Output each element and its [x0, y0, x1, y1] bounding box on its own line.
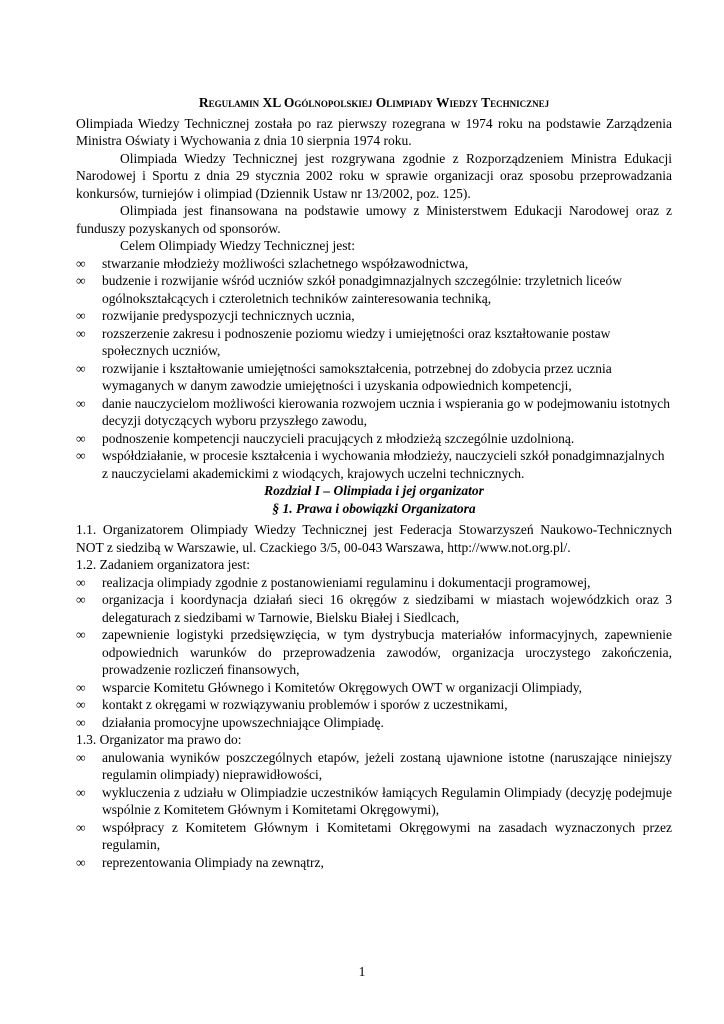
tasks-list — [76, 574, 672, 732]
list-item — [76, 430, 672, 448]
paragraph-1-1: 1.1. Organizatorem Olimpiady Wiedzy Technicznej jest Federacja Stowarzyszeń Naukowo-Technicznych NOT z siedzibą w Warszawie, ul. Czackiego 3/5, 00-043 Warszawa, http://www.not.org.pl/. — [76, 522, 672, 555]
list-item — [76, 854, 672, 872]
section-heading: § 1. Prawa i obowiązki Organizatora — [272, 500, 476, 516]
list-item-text: wykluczenia z udziału w Olimpiadzie uczestników łamiących Regulamin Olimpiady (decyzję podejmuje wspólnie z Komitetem Głównym i Komitetami Okręgowymi), — [102, 784, 672, 817]
list-item — [76, 679, 672, 697]
intro-paragraph-4: Celem Olimpiady Wiedzy Technicznej jest: — [120, 238, 355, 253]
list-item — [76, 395, 672, 430]
list-item-text: reprezentowania Olimpiady na zewnątrz, — [102, 854, 324, 870]
list-item — [76, 784, 672, 819]
list-item-text: współdziałanie, w procesie kształcenia i wychowania młodzieży, nauczycieli szkół ponadgimnazjalnych z nauczycielami akademickimi z wiodących, krajowych uczelni technicznych. — [102, 448, 665, 481]
list-item-text: rozwijanie predyspozycji technicznych ucznia, — [102, 308, 355, 323]
chapter-heading: Rozdział I – Olimpiada i jej organizator — [264, 483, 484, 498]
bullet-icon: ∞ — [76, 360, 86, 376]
list-item — [76, 591, 672, 626]
list-item — [76, 447, 672, 482]
list-item — [76, 714, 672, 732]
list-item-text: budzenie i rozwijanie wśród uczniów szkół ponadgimnazjalnych szczególnie: trzyletnich liceów ogólnokształcących i czteroletnich techników zainteresowania techniką, — [102, 273, 622, 306]
list-item-text: stwarzanie młodzieży możliwości szlachetnego współzawodnictwa, — [102, 255, 469, 271]
intro-paragraph-3: Olimpiada jest finansowana na podstawie umowy z Ministerstwem Edukacji Narodowej oraz z funduszy pozyskanych od sponsorów. — [76, 203, 672, 236]
bullet-icon: ∞ — [76, 273, 86, 288]
list-item — [76, 749, 672, 784]
list-item — [76, 272, 672, 307]
list-item — [76, 360, 672, 395]
list-item — [76, 696, 672, 714]
bullet-icon: ∞ — [76, 784, 86, 800]
list-item-text: realizacja olimpiady zgodnie z postanowieniami regulaminu i dokumentacji programowej, — [102, 574, 591, 590]
list-item-text: anulowania wyników poszczególnych etapów, jeżeli zostaną ujawnione istotne (naruszające niniejszy regulamin olimpiady) nieprawidłowości, — [102, 749, 672, 782]
bullet-icon: ∞ — [76, 448, 86, 463]
list-item-text: działania promocyjne upowszechniające Olimpiadę. — [102, 714, 384, 730]
bullet-icon: ∞ — [76, 854, 86, 870]
bullet-icon: ∞ — [76, 749, 86, 765]
bullet-icon: ∞ — [76, 255, 86, 271]
list-item — [76, 325, 672, 360]
list-item — [76, 819, 672, 854]
bullet-icon: ∞ — [76, 308, 86, 323]
list-item — [76, 574, 672, 592]
document-title: Regulamin XL Ogólnopolskiej Olimpiady Wiedzy Technicznej — [198, 95, 550, 110]
list-item-text: rozwijanie i kształtowanie umiejętności samokształcenia, potrzebnej do zdobycia przez ucznia wymaganych w danym zawodzie umiejętności i uzyskania odpowiednich kompetencji, — [102, 360, 612, 393]
intro-paragraph-1: Olimpiada Wiedzy Technicznej została po raz pierwszy rozegrana w 1974 roku na podstawie Zarządzenia Ministra Oświaty i Wychowania z dnia 10 sierpnia 1974 roku. — [76, 115, 672, 148]
list-item — [76, 255, 672, 273]
paragraph-1-2: 1.2. Zadaniem organizatora jest: — [76, 557, 251, 572]
list-item — [76, 626, 672, 679]
goals-list — [76, 255, 672, 483]
bullet-icon: ∞ — [76, 819, 86, 835]
list-item-text: kontakt z okręgami w rozwiązywaniu problemów i sporów z uczestnikami, — [102, 697, 508, 712]
paragraph-1-3: 1.3. Organizator ma prawo do: — [76, 732, 242, 747]
bullet-icon: ∞ — [76, 325, 86, 341]
list-item — [76, 307, 672, 325]
bullet-icon: ∞ — [76, 627, 86, 642]
rights-list — [76, 749, 672, 872]
bullet-icon: ∞ — [76, 430, 86, 446]
bullet-icon: ∞ — [76, 574, 86, 590]
list-item-text: podnoszenie kompetencji nauczycieli pracujących z młodzieżą szczególnie uzdolnioną. — [102, 430, 575, 446]
list-item-text: rozszerzenie zakresu i podnoszenie poziomu wiedzy i umiejętności oraz kształtowanie postaw społecznych uczniów, — [102, 325, 611, 358]
list-item-text: zapewnienie logistyki przedsięwzięcia, w tym dystrybucja materiałów informacyjnych, zapewnienie odpowiednich warunków do przeprowadzenia zawodów, organizacja uroczystego zakończenia, prowadzenie rozliczeń finansowych, — [102, 627, 672, 677]
list-item-text: organizacja i koordynacja działań sieci 16 okręgów z siedzibami w miastach wojewódzkich oraz 3 delegaturach z siedzibami w Tarnowie, Bielsku Białej i Siedlcach, — [102, 592, 672, 625]
intro-paragraph-2: Olimpiada Wiedzy Technicznej jest rozgrywana zgodnie z Rozporządzeniem Ministra Edukacji Narodowej i Sportu z dnia 29 stycznia 2002 roku w sprawie organizacji oraz sposobu przeprowadzania konkursów, turniejów i olimpiad (Dziennik Ustaw nr 13/2002, poz. 125). — [76, 150, 672, 201]
list-item-text: wsparcie Komitetu Głównego i Komitetów Okręgowych OWT w organizacji Olimpiady, — [102, 679, 583, 695]
list-item-text: danie nauczycielom możliwości kierowania rozwojem ucznia i wspierania go w podejmowaniu istotnych decyzji dotyczących wyboru przyszłego zawodu, — [102, 395, 670, 428]
document-page — [76, 94, 672, 871]
bullet-icon: ∞ — [76, 592, 86, 607]
bullet-icon: ∞ — [76, 714, 86, 730]
bullet-icon: ∞ — [76, 395, 86, 411]
list-item-text: współpracy z Komitetem Głównym i Komitetami Okręgowymi na zasadach wyznaczonych przez regulamin, — [102, 819, 672, 852]
page-number: 1 — [358, 964, 366, 979]
bullet-icon: ∞ — [76, 697, 86, 712]
bullet-icon: ∞ — [76, 679, 86, 695]
